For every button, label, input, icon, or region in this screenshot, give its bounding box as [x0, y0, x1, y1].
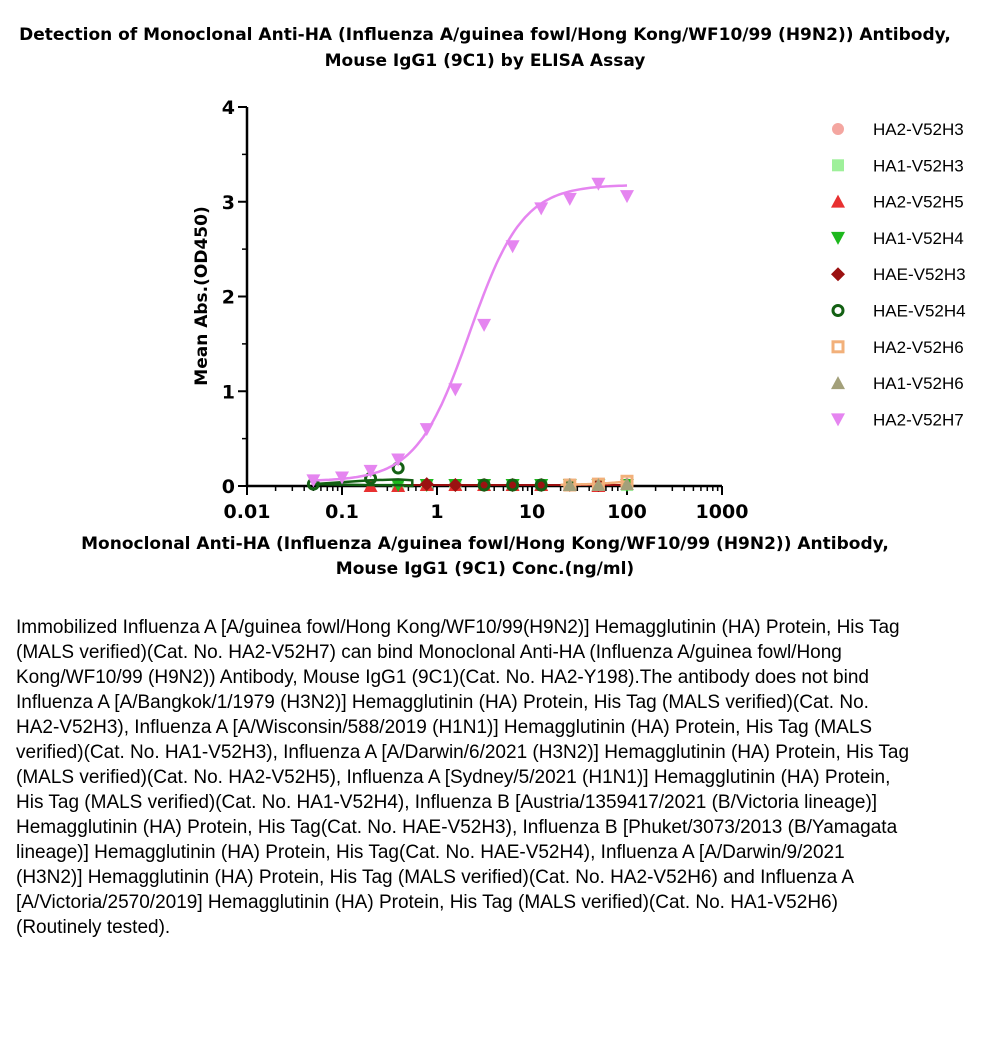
- data-point: [448, 383, 462, 396]
- y-tick-label: 0: [221, 476, 235, 498]
- data-point: [591, 178, 605, 191]
- y-tick-label: 3: [221, 191, 235, 214]
- legend-label: HA2-V52H5: [873, 192, 964, 212]
- legend-label: HA1-V52H6: [873, 374, 964, 394]
- legend-marker: [831, 376, 845, 389]
- legend-marker: [831, 413, 845, 426]
- legend-marker: [831, 267, 845, 281]
- data-point: [563, 193, 577, 206]
- x-tick-label: 1: [430, 501, 444, 523]
- legend-marker: [832, 159, 844, 171]
- x-axis-label-line-1: Monoclonal Anti-HA (Influenza A/guinea fowl/Hong Kong/WF10/99 (H9N2)) Antibody,: [81, 534, 889, 554]
- legend-entry-hae-v52h4: [833, 302, 966, 321]
- legend-label: HA2-V52H3: [873, 120, 964, 139]
- legend-label: HA2-V52H6: [873, 337, 964, 357]
- legend-marker: [833, 306, 843, 316]
- legend-label: HA2-V52H7: [873, 410, 964, 430]
- data-point: [477, 319, 491, 332]
- legend-marker: [833, 342, 843, 352]
- x-tick-label: 0.1: [325, 501, 359, 523]
- x-tick-label: 1000: [695, 501, 749, 523]
- y-tick-label: 4: [221, 97, 235, 119]
- x-tick-label: 10: [518, 501, 546, 523]
- x-tick-label: 100: [607, 501, 647, 523]
- legend-entry-ha1-v52h6: [831, 374, 964, 393]
- legend-label: HA1-V52H3: [873, 156, 964, 176]
- fit-curve-ha2-v52h7: [313, 186, 627, 481]
- legend-entry-ha1-v52h3: [832, 156, 964, 175]
- legend-marker: [831, 232, 845, 245]
- plot-layer: [192, 97, 966, 523]
- data-point: [506, 240, 520, 253]
- legend-entry-ha2-v52h7: [831, 410, 964, 429]
- chart-title-line-1: Detection of Monoclonal Anti-HA (Influenza A/guinea fowl/Hong Kong/WF10/99 (H9N2)) Antibody,: [19, 25, 951, 45]
- y-axis-label: Mean Abs.(OD450): [192, 206, 212, 386]
- legend-label: HAE-V52H3: [873, 265, 966, 285]
- legend-marker: [832, 123, 844, 135]
- legend-entry-ha2-v52h3: [832, 120, 964, 139]
- legend-entry-ha2-v52h6: [833, 338, 964, 357]
- data-point: [534, 202, 548, 215]
- legend-entry-ha2-v52h5: [831, 193, 964, 212]
- legend-label: HA1-V52H4: [873, 228, 964, 248]
- chart-title-line-2: Mouse IgG1 (9C1) by ELISA Assay: [324, 51, 646, 71]
- legend-entry-hae-v52h3: [831, 265, 966, 284]
- y-tick-label: 2: [221, 286, 235, 309]
- x-axis-label-line-2: Mouse IgG1 (9C1) Conc.(ng/ml): [335, 559, 635, 579]
- legend-entry-ha1-v52h4: [831, 229, 964, 248]
- data-point: [620, 190, 634, 203]
- legend-label: HAE-V52H4: [873, 301, 966, 321]
- x-tick-label: 0.01: [223, 501, 271, 523]
- data-point: [420, 423, 434, 436]
- description-text: Immobilized Influenza A [A/guinea fowl/Hong Kong/WF10/99(H9N2)] Hemagglutinin (HA) Protein, His Tag (MALS verified)(Cat. No. HA2-V52H7) can bind Monoclonal Anti-HA (Influenza A/guinea fowl/Hong Kong/WF10/99 (H9N2)) Antibody, Mouse IgG1 (9C1)(Cat. No. HA2-Y198).The antibody does not bind Influenza A [A/Bangkok/1/1979 (H3N2)] Hemagglutinin (HA) Protein, His Tag (MALS verified)(Cat. No. HA2-V52H3), Influenza A [A/Wisconsin/588/2019 (H1N1)] Hemagglutinin (HA) Protein, His Tag (MALS verified)(Cat. No. HA1-V52H3), Influenza A [A/Darwin/6/2021 (H3N2)] Hemagglutinin (HA) Protein, His Tag (MALS verified)(Cat. No. HA2-V52H5), Influenza A [Sydney/5/2021 (H1N1)] Hemagglutinin (HA) Protein, His Tag (MALS verified)(Cat. No. HA1-V52H4), Influenza B [Austria/1359417/2021 (B/Victoria lineage)] Hemagglutinin (HA) Protein, His Tag(Cat. No. HAE-V52H3), Influenza B [Phuket/3073/2013 (B/Yamagata lineage)] Hemagglutinin (HA) Protein, His Tag(Cat. No. HAE-V52H4), Influenza A [A/Darwin/9/2021 (H3N2)] Hemagglutinin (HA) Protein, His Tag (MALS verified)(Cat. No. HA2-V52H6) and Influenza A [A/Victoria/2570/2019] Hemagglutinin (HA) Protein, His Tag (MALS verified)(Cat. No. HA1-V52H6) (Routinely tested).: [16, 617, 910, 938]
- legend-marker: [831, 195, 845, 208]
- y-tick-label: 1: [221, 381, 235, 404]
- x-axis-label: [0, 532, 970, 582]
